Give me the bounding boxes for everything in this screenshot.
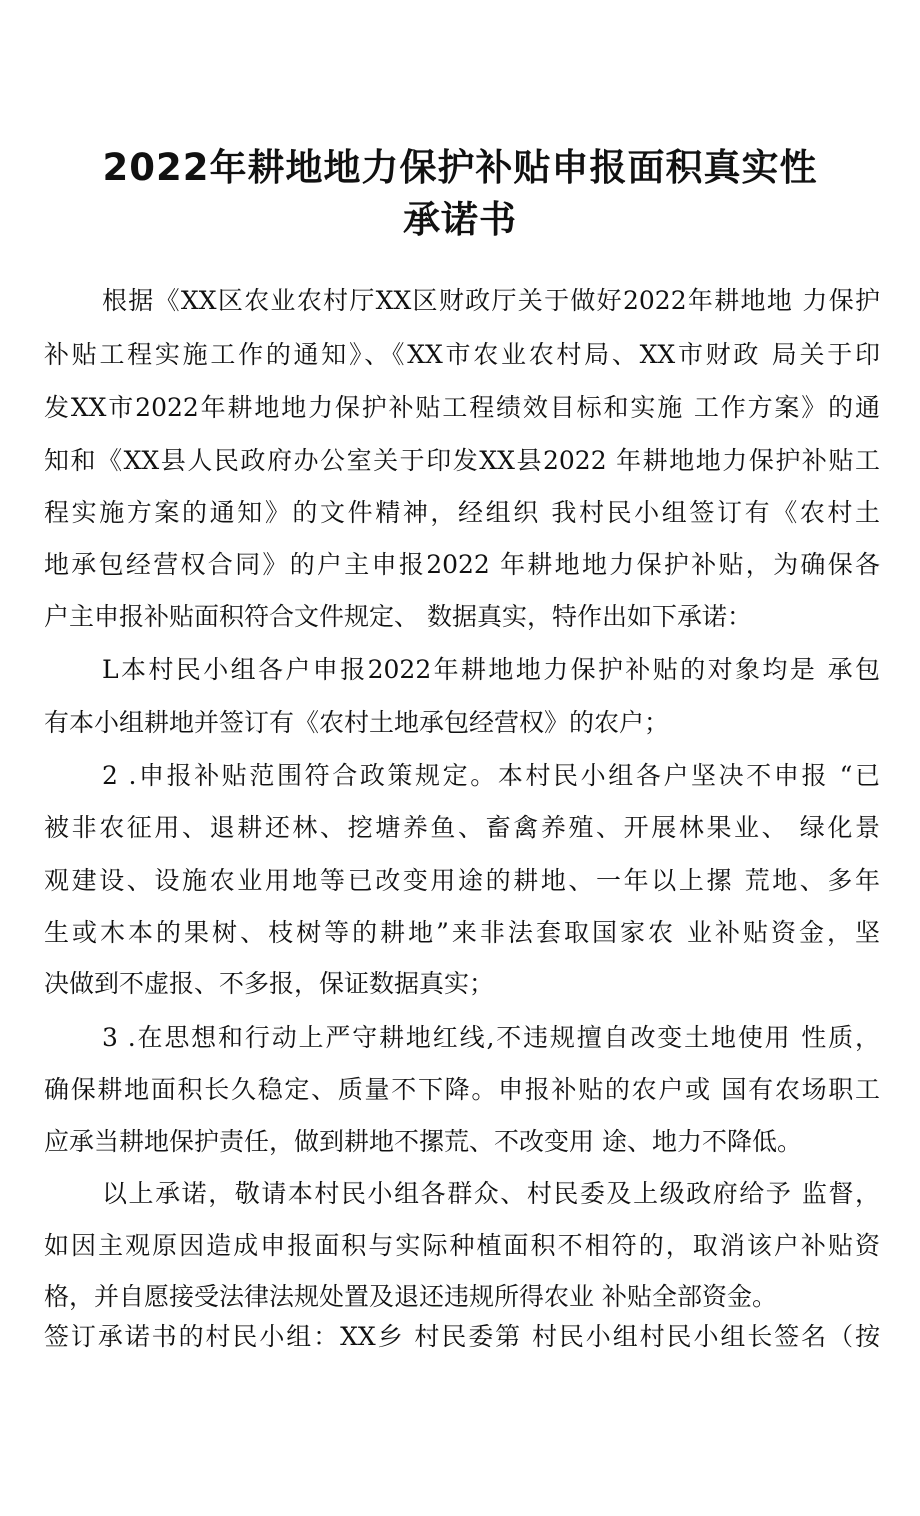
commitment-1-line: L本村民小组各户申报2022年耕地地力保护补贴的对象均是 承包	[102, 655, 880, 684]
intro-paragraph-line: 补贴工程实施工作的通知》、《XX市农业农村局、XX市财政 局关于印	[44, 340, 880, 369]
commitment-1-line: 有本小组耕地并签订有《农村土地承包经营权》的农户；	[44, 708, 670, 737]
intro-paragraph-line: 户主申报补贴面积符合文件规定、 数据真实，特作出如下承诺：	[44, 602, 752, 631]
intro-paragraph-line: 根据《XX区农业农村厅XX区财政厅关于做好2022年耕地地 力保护	[102, 286, 880, 315]
document-title-line-2: 承诺书	[403, 198, 517, 241]
intro-paragraph-line: 知和《XX县人民政府办公室关于印发XX县2022 年耕地地力保护补贴工	[44, 446, 880, 475]
closing-paragraph-line: 格，并自愿接受法律法规处置及退还违规所得农业 补贴全部资金。	[44, 1282, 777, 1311]
intro-paragraph-line: 地承包经营权合同》的户主申报2022 年耕地地力保护补贴，为确保各	[44, 550, 880, 579]
commitment-3-line: 3 .在思想和行动上严守耕地红线,不违规擅自改变土地使用 性质，	[102, 1023, 880, 1052]
document-title-line-1: 2022年耕地地力保护补贴申报面积真实性	[102, 146, 818, 189]
signature-line-line: 签订承诺书的村民小组：XX乡 村民委第 村民小组村民小组长签名（按	[44, 1322, 880, 1351]
commitment-2-line: 2 .申报补贴范围符合政策规定。本村民小组各户坚决不申报 “已	[102, 761, 880, 790]
commitment-2-line: 生或木本的果树、枝树等的耕地”来非法套取国家农 业补贴资金，坚	[44, 918, 880, 947]
commitment-2-line: 观建设、设施农业用地等已改变用途的耕地、一年以上摞 荒地、多年	[44, 866, 880, 895]
commitment-3-line: 应承当耕地保护责任，做到耕地不摞荒、不改变用 途、地力不降低。	[44, 1127, 802, 1156]
intro-paragraph-line: 发XX市2022年耕地地力保护补贴工程绩效目标和实施 工作方案》的通	[44, 393, 880, 422]
intro-paragraph-line: 程实施方案的通知》的文件精神，经组织 我村民小组签订有《农村土	[44, 498, 880, 527]
closing-paragraph-line: 如因主观原因造成申报面积与实际种植面积不相符的，取消该户补贴资	[44, 1231, 880, 1260]
commitment-2-line: 被非农征用、退耕还林、挖塘养鱼、畜禽养殖、开展林果业、 绿化景	[44, 813, 880, 842]
commitment-3-line: 确保耕地面积长久稳定、质量不下降。申报补贴的农户或 国有农场职工	[44, 1075, 880, 1104]
commitment-2-line: 决做到不虚报、不多报，保证数据真实；	[44, 969, 495, 998]
closing-paragraph-line: 以上承诺，敬请本村民小组各群众、村民委及上级政府给予 监督，	[102, 1179, 880, 1208]
